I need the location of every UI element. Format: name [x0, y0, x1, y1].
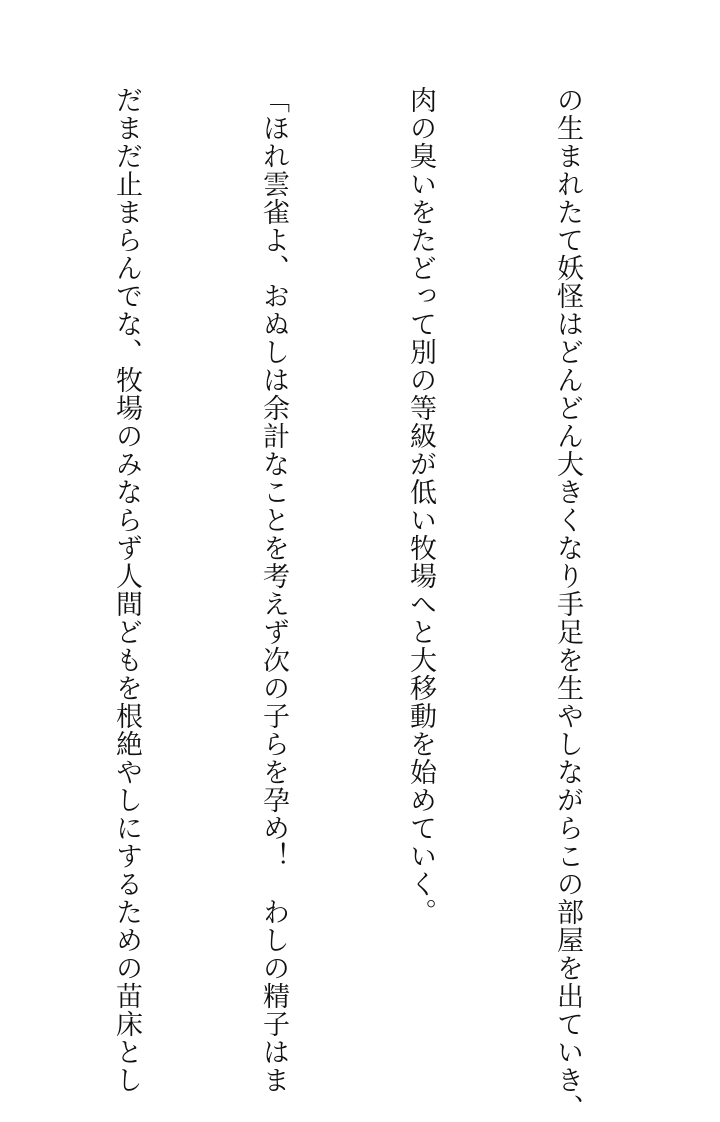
text-line: の生まれたて妖怪はどんどん大きくなり手足を生やしながらこの部屋を出ていき、	[552, 86, 583, 1122]
vertical-text-body	[0, 86, 690, 1122]
text-line: 「ほれ雲雀よ、おぬしは余計なことを考えず次の子らを孕め！ わしの精子はま	[258, 86, 289, 1094]
text-line	[0, 86, 4, 986]
text-line: 肉の臭いをたどって別の等級が低い牧場へと大移動を始めていく。	[405, 86, 436, 926]
text-line: だまだ止まらんでな、牧場のみならず人間どもを根絶やしにするための苗床とし	[111, 86, 142, 1094]
